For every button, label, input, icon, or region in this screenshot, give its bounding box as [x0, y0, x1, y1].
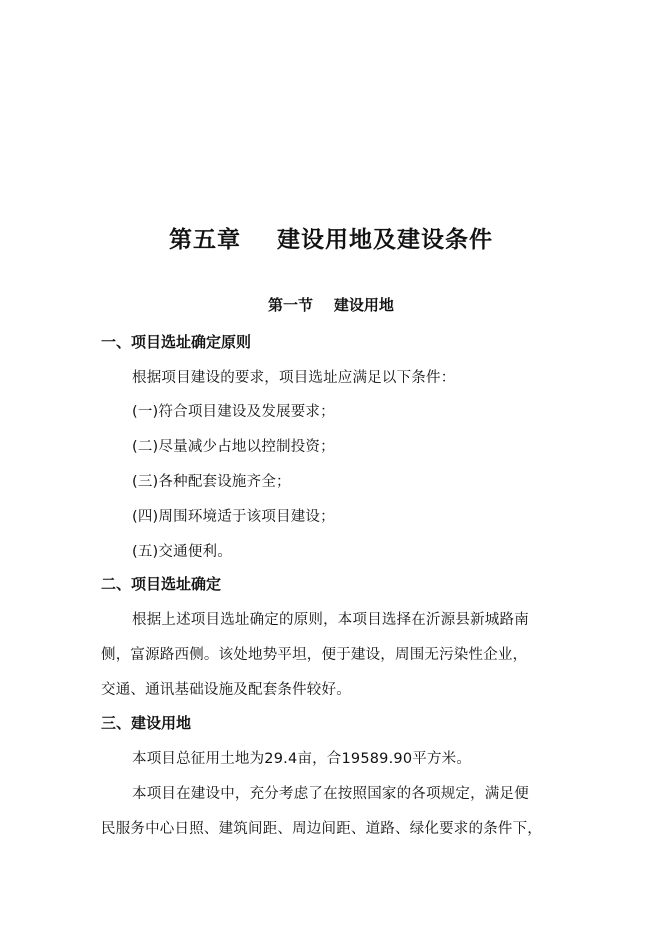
paragraph-line: 本项目在建设中，充分考虑了在按照国家的各项规定，满足便	[132, 786, 529, 802]
paragraph-line: 民服务中心日照、建筑间距、周边间距、道路、绿化要求的条件下，	[101, 821, 542, 837]
condition-item: (一)符合项目建设及发展要求；	[132, 404, 335, 420]
heading-site-selection-principles: 一、项目选址确定原则	[101, 333, 252, 351]
condition-item: (五)交通便利。	[132, 544, 232, 560]
section-title: 第一节 建设用地	[268, 296, 394, 314]
paragraph-line: 根据上述项目选址确定的原则，本项目选择在沂源县新城路南	[132, 612, 529, 628]
chapter-title: 第五章 建设用地及建设条件	[168, 226, 494, 253]
paragraph-area: 本项目总征用土地为29.4亩，合19589.90平方米。	[132, 751, 472, 767]
heading-site-determination: 二、项目选址确定	[101, 575, 222, 593]
paragraph-intro: 根据项目建设的要求，项目选址应满足以下条件：	[132, 370, 456, 386]
paragraph-line: 侧，富源路西侧。该处地势平坦，便于建设，周围无污染性企业，	[101, 647, 528, 663]
condition-item: (四)周围环境适于该项目建设；	[132, 509, 335, 525]
heading-construction-land: 三、建设用地	[101, 714, 192, 732]
paragraph-line: 交通、通讯基础设施及配套条件较好。	[101, 682, 351, 698]
condition-item: (三)各种配套设施齐全；	[132, 474, 291, 490]
condition-item: (二)尽量减少占地以控制投资；	[132, 439, 335, 455]
